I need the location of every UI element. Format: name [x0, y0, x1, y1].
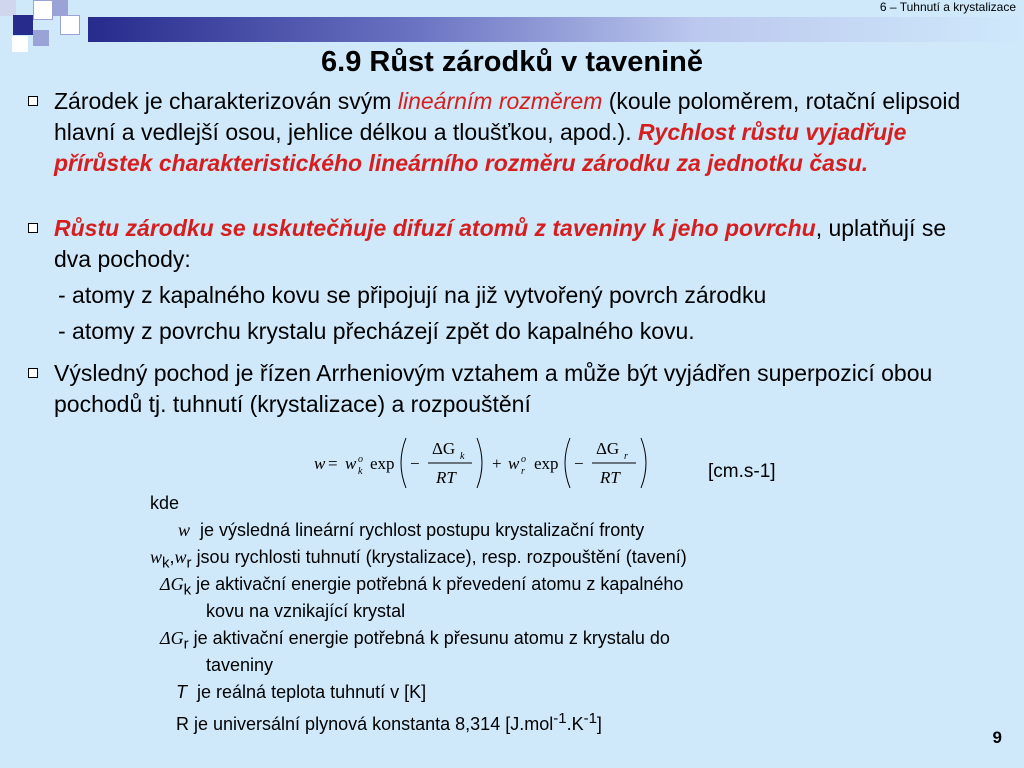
- definition-dgr-cont: taveniny: [206, 655, 274, 675]
- formula-rt2: RT: [600, 468, 620, 487]
- def-text: je reálná teplota tuhnutí v [K]: [197, 682, 427, 702]
- bullet-marker: [28, 223, 38, 233]
- paren-left: [401, 438, 406, 488]
- formula-sup-o2: o: [521, 454, 526, 465]
- def-symbol: w: [150, 547, 163, 567]
- bullet-2: [28, 213, 988, 275]
- definition-dgk-cont: kovu na vznikající krystal: [206, 601, 406, 621]
- definitions-intro: kde: [150, 493, 180, 513]
- def-symbol: ΔG: [160, 628, 184, 648]
- definition-t: [176, 679, 426, 705]
- bullet-marker: [28, 96, 38, 106]
- formula-wk: w: [345, 454, 357, 473]
- def-symbol: T: [176, 682, 187, 702]
- sub-item-2: - atomy z povrchu krystalu přecházejí zpět do kapalného kovu.: [58, 318, 695, 344]
- def-text: R je universální plynová konstanta 8,314 [J.mol: [176, 714, 554, 734]
- sub-item-1: - atomy z kapalného kovu se připojují na již vytvořený povrch zárodku: [58, 282, 767, 308]
- formula-sup-o: o: [358, 454, 363, 465]
- formula-wr: w: [508, 454, 520, 473]
- chapter-label: 6 – Tuhnutí a krystalizace: [879, 0, 1016, 14]
- formula-minus2: −: [574, 454, 584, 473]
- def-symbol: w: [174, 547, 187, 567]
- arrhenius-formula: [312, 432, 652, 492]
- bullet-3: [28, 358, 988, 420]
- formula-exp: exp: [370, 454, 395, 473]
- formula-w: w: [314, 454, 326, 473]
- def-text: je výsledná lineární rychlost postupu krystalizační fronty: [200, 520, 645, 540]
- formula-minus: −: [410, 454, 420, 473]
- deco-square: [13, 15, 33, 35]
- def-subscript: r: [186, 554, 192, 572]
- deco-square: [33, 30, 49, 46]
- formula-sub-k: k: [358, 466, 363, 477]
- def-text: je aktivační energie potřebná k přesunu atomu z krystalu do: [193, 628, 670, 648]
- def-superscript: -1: [553, 710, 567, 727]
- slide-title: 6.9 Růst zárodků v tavenině: [321, 46, 703, 78]
- deco-square: [52, 0, 68, 16]
- formula-sub-r2: r: [624, 451, 628, 462]
- def-superscript: -1: [583, 710, 597, 727]
- formula-delta-gr: ΔG: [596, 439, 620, 458]
- def-subscript: k: [183, 581, 192, 599]
- header-gradient-bar: [88, 17, 1024, 42]
- definition-w: [178, 517, 644, 543]
- formula-rt: RT: [436, 468, 456, 487]
- highlight-run: lineárním rozměrem: [397, 88, 603, 114]
- formula-delta-gk: ΔG: [432, 439, 456, 458]
- bullet-1-text: [54, 86, 988, 179]
- formula-equals: =: [328, 454, 338, 473]
- def-subscript: r: [183, 635, 189, 653]
- def-comma: ,: [169, 547, 175, 567]
- bullet-2-text: [54, 213, 988, 275]
- bullet-marker: [28, 368, 38, 378]
- def-text: .K: [566, 714, 584, 734]
- formula-exp2: exp: [534, 454, 559, 473]
- formula-sub-k2: k: [460, 451, 465, 462]
- bullet-3-text: Výsledný pochod je řízen Arrheniovým vztahem a může být vyjádřen superpozicí obou pochodů tj. tuhnutí (krystalizace) a rozpouštění: [54, 360, 933, 417]
- highlight-run: Rychlost růstu vyjadřuje přírůstek charakteristického lineárního rozměru zárodku za jednotku času.: [54, 119, 907, 176]
- formula-sub-r: r: [521, 466, 525, 477]
- text-run: (koule poloměrem, rotační elipsoid hlavní a vedlejší osou, jehlice délkou a tloušťkou, apod.).: [54, 88, 961, 145]
- paren-right2: [641, 438, 646, 488]
- text-run: , uplatňují se dva pochody:: [54, 215, 947, 272]
- def-text: je aktivační energie potřebná k převedení atomu z kapalného: [196, 574, 684, 594]
- bullet-1: [28, 86, 988, 179]
- deco-square: [33, 0, 53, 20]
- formula-unit: [cm.s-1]: [708, 461, 776, 482]
- def-symbol: ΔG: [160, 574, 184, 594]
- highlight-run: Růstu zárodku se uskutečňuje difuzí atomů z taveniny k jeho povrchu: [54, 215, 816, 241]
- deco-square: [60, 15, 80, 35]
- paren-left2: [565, 438, 570, 488]
- def-text: jsou rychlosti tuhnutí (krystalizace), resp. rozpouštění (tavení): [196, 547, 687, 567]
- formula-plus: +: [492, 454, 502, 473]
- def-text: ]: [596, 714, 602, 734]
- text-run: Zárodek je charakterizován svým: [54, 88, 398, 114]
- deco-square: [0, 0, 16, 16]
- def-subscript: k: [162, 554, 170, 572]
- page-number: 9: [992, 728, 1002, 747]
- paren-right: [477, 438, 482, 488]
- definition-r: [176, 706, 602, 737]
- def-symbol: w: [178, 520, 191, 540]
